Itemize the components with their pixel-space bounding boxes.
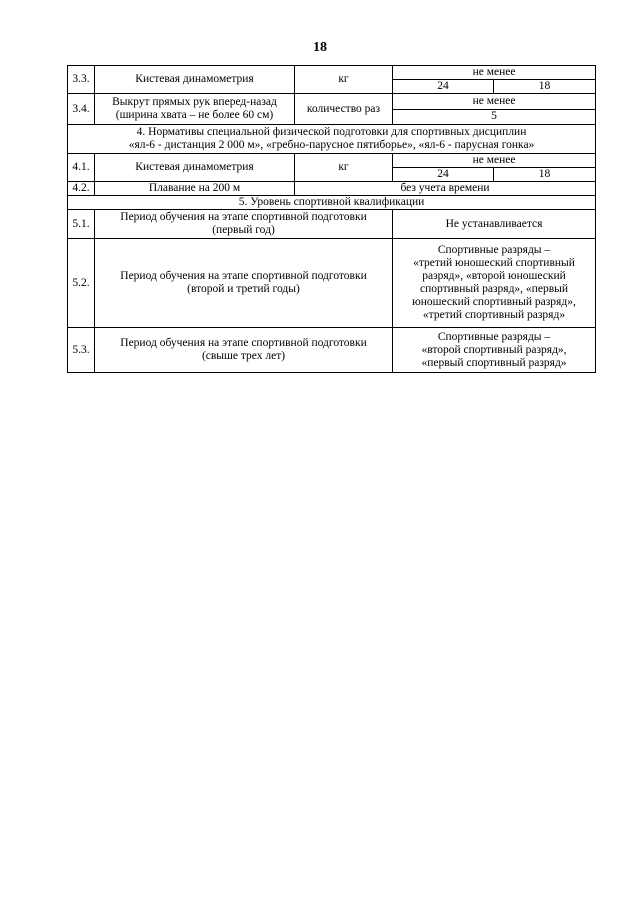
qualification-line: Спортивные разряды – [437,330,551,343]
qualification-line: «третий спортивный разряд» [422,309,566,321]
norm-value: 18 [494,168,596,182]
exercise-name: Кистевая динамометрия [95,154,295,182]
stage-period-line: Период обучения на этапе спортивной подготовки [120,211,367,223]
qualification-line: Спортивные разряды – [437,244,551,256]
qualification-line: спортивный разряд», «первый [420,283,568,295]
qualification-line: «первый спортивный разряд» [421,356,567,369]
qualification-value [393,239,596,328]
section-title-line: 4. Нормативы специальной физической подготовки для спортивных дисциплин [136,126,527,138]
norms-table [67,65,596,373]
section-title-line: «ял-6 - дистанция 2 000 м», «гребно-парусное пятиборье», «ял-6 - парусная гонка» [128,139,535,151]
norm-value: 5 [393,109,596,125]
norm-header: не менее [393,94,596,110]
exercise-name-line: (ширина хвата – не более 60 см) [115,109,274,121]
stage-period-line: Период обучения на этапе спортивной подготовки [120,270,367,282]
table-row [68,239,596,328]
exercise-name: Кистевая динамометрия [95,66,295,94]
section-title: 5. Уровень спортивной квалификации [68,196,596,210]
qualification-line: «второй спортивный разряд», [421,343,567,356]
stage-period-line: (свыше трех лет) [201,350,286,362]
norm-value: 24 [393,168,494,182]
table-row [68,182,596,196]
exercise-name: Плавание на 200 м [95,182,295,196]
table-row [68,210,596,239]
row-number: 5.3. [68,328,95,373]
row-number: 4.2. [68,182,95,196]
row-number: 3.4. [68,94,95,125]
row-number: 3.3. [68,66,95,94]
section-header-row [68,196,596,210]
norm-header: не менее [393,154,596,168]
stage-period [95,239,393,328]
stage-period [95,210,393,239]
unit: кг [295,154,393,182]
unit: количество раз [295,94,393,125]
qualification-line: разряд», «второй юношеский [422,270,566,282]
exercise-name-line: Выкрут прямых рук вперед-назад [112,96,277,108]
qualification-value [393,328,596,373]
qualification-line: «третий юношеский спортивный [413,257,575,269]
row-number: 5.2. [68,239,95,328]
norm-value: 18 [494,80,596,94]
section-title [68,125,596,154]
table-row [68,154,596,168]
table-row [68,66,596,80]
unit: кг [295,66,393,94]
norm-header: не менее [393,66,596,80]
row-number: 4.1. [68,154,95,182]
row-number: 5.1. [68,210,95,239]
stage-period-line: (первый год) [212,224,275,236]
stage-period-line: (второй и третий годы) [187,283,300,295]
table-row [68,328,596,373]
qualification-value: Не устанавливается [393,210,596,239]
exercise-name [95,94,295,125]
table-row [68,94,596,110]
page-number: 18 [313,40,327,55]
qualification-line: юношеский спортивный разряд», [412,296,576,308]
norm-value: 24 [393,80,494,94]
stage-period-line: Период обучения на этапе спортивной подготовки [120,337,367,349]
section-header-row [68,125,596,154]
norm-value: без учета времени [295,182,596,196]
stage-period [95,328,393,373]
